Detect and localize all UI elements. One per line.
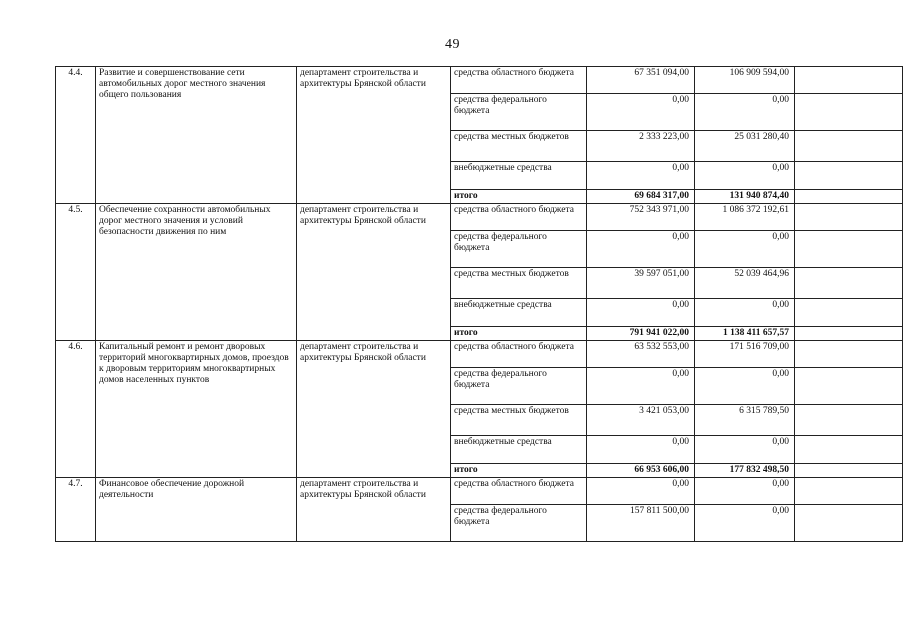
- amount-value: 67 351 094,00: [587, 67, 695, 94]
- amount-value: 25 031 280,40: [695, 131, 795, 162]
- item-number: 4.4.: [56, 67, 96, 204]
- empty-cell: [795, 436, 903, 464]
- empty-cell: [795, 327, 903, 341]
- empty-cell: [795, 67, 903, 94]
- amount-value: 0,00: [587, 368, 695, 405]
- funding-source: средства областного бюджета: [451, 67, 587, 94]
- item-number: 4.6.: [56, 341, 96, 478]
- amount-value: 0,00: [695, 368, 795, 405]
- funding-source: средства областного бюджета: [451, 478, 587, 505]
- empty-cell: [795, 405, 903, 436]
- item-number: 4.5.: [56, 204, 96, 341]
- measure-title: Обеспечение сохранности автомобильных дорог местного значения и условий безопасности движения по ним: [96, 204, 297, 341]
- amount-value: 0,00: [587, 231, 695, 268]
- executor: департамент строительства и архитектуры Брянской области: [297, 204, 451, 341]
- funding-source: средства федерального бюджета: [451, 368, 587, 405]
- empty-cell: [795, 94, 903, 131]
- amount-value: 0,00: [695, 94, 795, 131]
- empty-cell: [795, 299, 903, 327]
- amount-value: 0,00: [695, 436, 795, 464]
- item-number: 4.7.: [56, 478, 96, 542]
- funding-source: средства федерального бюджета: [451, 94, 587, 131]
- amount-value: 2 333 223,00: [587, 131, 695, 162]
- amount-value: 157 811 500,00: [587, 505, 695, 542]
- funding-source: внебюджетные средства: [451, 162, 587, 190]
- funding-source: внебюджетные средства: [451, 299, 587, 327]
- amount-value: 791 941 022,00: [587, 327, 695, 341]
- amount-value: 0,00: [695, 478, 795, 505]
- amount-value: 0,00: [587, 162, 695, 190]
- empty-cell: [795, 341, 903, 368]
- program-funding-table: [55, 66, 903, 542]
- measure-title: Развитие и совершенствование сети автомобильных дорог местного значения общего пользования: [96, 67, 297, 204]
- empty-cell: [795, 231, 903, 268]
- funding-source: средства местных бюджетов: [451, 405, 587, 436]
- empty-cell: [795, 505, 903, 542]
- amount-value: 0,00: [587, 299, 695, 327]
- amount-value: 131 940 874,40: [695, 190, 795, 204]
- amount-value: 752 343 971,00: [587, 204, 695, 231]
- table-row: [56, 67, 903, 94]
- table-row: [56, 478, 903, 505]
- amount-value: 177 832 498,50: [695, 464, 795, 478]
- empty-cell: [795, 190, 903, 204]
- page-number: 49: [445, 37, 460, 52]
- executor: департамент строительства и архитектуры Брянской области: [297, 67, 451, 204]
- empty-cell: [795, 162, 903, 190]
- amount-value: 171 516 709,00: [695, 341, 795, 368]
- executor: департамент строительства и архитектуры Брянской области: [297, 478, 451, 542]
- empty-cell: [795, 478, 903, 505]
- amount-value: 69 684 317,00: [587, 190, 695, 204]
- amount-value: 0,00: [587, 436, 695, 464]
- funding-source: итого: [451, 464, 587, 478]
- funding-source: итого: [451, 327, 587, 341]
- funding-source: средства областного бюджета: [451, 204, 587, 231]
- measure-title: Финансовое обеспечение дорожной деятельности: [96, 478, 297, 542]
- empty-cell: [795, 131, 903, 162]
- funding-source: внебюджетные средства: [451, 436, 587, 464]
- amount-value: 0,00: [587, 94, 695, 131]
- amount-value: 0,00: [695, 505, 795, 542]
- amount-value: 63 532 553,00: [587, 341, 695, 368]
- empty-cell: [795, 368, 903, 405]
- funding-source: итого: [451, 190, 587, 204]
- amount-value: 1 086 372 192,61: [695, 204, 795, 231]
- funding-source: средства областного бюджета: [451, 341, 587, 368]
- empty-cell: [795, 204, 903, 231]
- amount-value: 66 953 606,00: [587, 464, 695, 478]
- funding-source: средства федерального бюджета: [451, 505, 587, 542]
- amount-value: 1 138 411 657,57: [695, 327, 795, 341]
- amount-value: 106 909 594,00: [695, 67, 795, 94]
- amount-value: 39 597 051,00: [587, 268, 695, 299]
- funding-source: средства федерального бюджета: [451, 231, 587, 268]
- amount-value: 0,00: [695, 231, 795, 268]
- amount-value: 0,00: [587, 478, 695, 505]
- executor: департамент строительства и архитектуры Брянской области: [297, 341, 451, 478]
- empty-cell: [795, 464, 903, 478]
- amount-value: 6 315 789,50: [695, 405, 795, 436]
- funding-source: средства местных бюджетов: [451, 268, 587, 299]
- amount-value: 0,00: [695, 299, 795, 327]
- amount-value: 3 421 053,00: [587, 405, 695, 436]
- table-row: [56, 341, 903, 368]
- empty-cell: [795, 268, 903, 299]
- funding-source: средства местных бюджетов: [451, 131, 587, 162]
- amount-value: 52 039 464,96: [695, 268, 795, 299]
- table-body: [56, 67, 903, 542]
- measure-title: Капитальный ремонт и ремонт дворовых территорий многоквартирных домов, проездов к дворовым территориям многоквартирных домов населенных пунктов: [96, 341, 297, 478]
- table-row: [56, 204, 903, 231]
- amount-value: 0,00: [695, 162, 795, 190]
